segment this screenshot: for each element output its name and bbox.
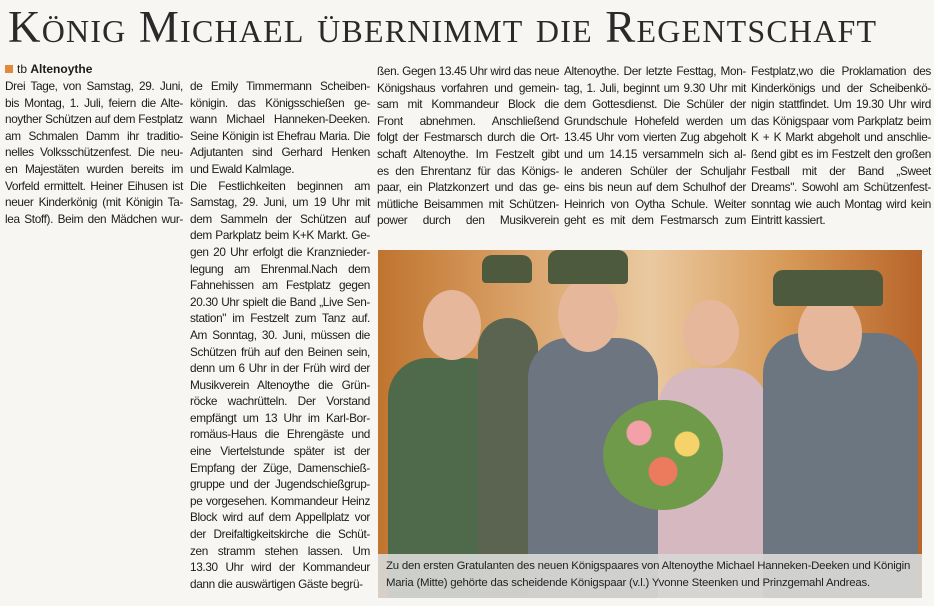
text-line: ßen. Gegen 13.45 Uhr wird das neue (377, 64, 560, 78)
text-line: Festplatz,wo die Proklamation des (751, 64, 931, 78)
person-head (423, 290, 481, 360)
hat (773, 270, 883, 306)
text-line: röcke wachrütteln. Der Vorstand (190, 394, 370, 409)
text-line: Altenoythe. Der letzte Festtag, Mon- (564, 64, 746, 78)
text-line: gruppe und der Jugendschießgrup- (190, 477, 370, 492)
article-column-2 (190, 78, 370, 592)
text-line: königin. das Königsschießen ge- (190, 95, 370, 110)
text-line: en Majestäten wurden bereits im (5, 161, 183, 176)
text-line: gen 20 Uhr erfolgt die Kranznieder- (190, 244, 370, 259)
text-line: K + K Markt abgeholt und anschlie- (751, 130, 931, 145)
text-line: bis Montag, 1. Juli, feiern die Alte- (5, 95, 183, 110)
kicker-author: tb (17, 62, 28, 76)
text-line: eins bis neun auf dem Schulhof der (564, 180, 746, 195)
text-line: lea Stoff). Beim den Mädchen wur- (5, 211, 183, 226)
person-head (558, 278, 618, 352)
text-line: paar, ein Platzkonzert und das ge- (377, 180, 559, 195)
text-line: nelles Volksschützenfest. Die neu- (5, 145, 183, 160)
text-line: sonntag wie auch Montag wird kein (751, 196, 931, 211)
text-line: Eintritt kassiert. (751, 213, 826, 228)
text-line: station" im Festzelt zum Tanz auf. (190, 311, 370, 326)
text-line: Vorfeld ermittelt. Heiner Eihusen ist (5, 178, 183, 193)
text-line: 13.45 Uhr vom vierten Zug abgeholt (564, 130, 746, 145)
text-line: Am Sonntag, 30. Juni, müssen die (190, 327, 370, 342)
text-line: schaft Altenoythe. Im Festzelt gibt (377, 146, 559, 161)
article-column-5 (751, 63, 931, 229)
text-line: pe vorgesehen. Kommandeur Heinz (190, 493, 370, 508)
text-line: Block wird auf dem Appellplatz vor (190, 510, 370, 525)
text-line: empfängt um 13 Uhr im Karl-Bor- (190, 410, 370, 425)
text-line: Schützen früh auf den Beinen sein, (190, 344, 370, 359)
person-head (683, 300, 739, 366)
headline: König Michael übernimmt die Regentschaft (8, 2, 878, 52)
person-head (798, 295, 862, 371)
text-line: Festball mit der Band „Sweet (751, 163, 931, 178)
text-line: noyther Schützen auf dem Festplatz (5, 112, 183, 127)
text-line: power durch den Musikverein (377, 213, 559, 228)
kicker-location: Altenoythe (30, 62, 93, 76)
text-line: Drei Tage, von Samstag, 29. Juni, (5, 79, 183, 93)
text-line: mütliche Beisammen mit Schützen- (377, 196, 559, 211)
text-line: Die Festlichkeiten beginnen am (190, 178, 370, 193)
text-line: geht es mit dem Festmarsch zum (564, 213, 746, 228)
text-line: neuer Kinderkönig (mit Königin Ta- (5, 195, 183, 210)
article-column-4 (564, 63, 746, 229)
text-line: und um 14.15 versammeln sich al- (564, 146, 746, 161)
text-line: wann Michael Hanneken-Deeken. (190, 112, 370, 127)
flower-bouquet (603, 400, 723, 510)
text-line: sam mit Kommandeur Block die (377, 97, 559, 112)
text-line: dem Sammeln der Schützen auf (190, 211, 370, 226)
text-line: Grundschule Hohefeld werden um (564, 113, 746, 128)
article-column-3 (377, 63, 559, 229)
text-line: denn um 6 Uhr in der Früh wird der (190, 361, 370, 376)
article-column-1 (5, 78, 183, 227)
text-line: und Ewald Kalmlage. (190, 161, 295, 176)
text-line: legung am Ehrenmal.Nach dem (190, 261, 370, 276)
text-line: nigin stattfindet. Um 19.30 Uhr wird (751, 97, 931, 112)
kicker (5, 62, 92, 76)
text-line: der Dreifaltigkeitskirche die Schüt- (190, 527, 370, 542)
text-line: Heinrich von Oytha Schule. Weiter (564, 196, 746, 211)
text-line: dem Parkplatz beim K+K Markt. Ge- (190, 228, 370, 243)
text-line: Fahnehissen am Festplatz gegen (190, 278, 370, 293)
text-line: Adjutanten sind Gerhard Henken (190, 145, 370, 160)
text-line: Front abnehmen. Anschließend (377, 113, 559, 128)
text-line: 20.30 Uhr spielt die Band „Live Sen- (190, 294, 370, 309)
text-line: de Emily Timmermann Scheiben- (190, 79, 370, 93)
text-line: Samstag, 29. Juni, um 19 Uhr mit (190, 195, 370, 210)
text-line: Dreams". Sowohl am Schützenfest- (751, 180, 931, 195)
text-line: Kinderkönigs und der Scheibenkö- (751, 80, 931, 95)
text-line: Königshaus vorfahren und gemein- (377, 80, 559, 95)
text-line: folgt der Festmarsch durch die Ort- (377, 130, 559, 145)
text-line: 13.30 Uhr wird der Kommandeur (190, 560, 370, 575)
text-line: dann die auswärtigen Gäste begrü- (190, 576, 363, 591)
text-line: dem Gottesdienst. Die Schüler der (564, 97, 746, 112)
text-line: ßend gibt es im Festzelt den großen (751, 146, 931, 161)
text-line: Seine Königin ist Ehefrau Maria. Die (190, 128, 370, 143)
hat (548, 250, 628, 284)
text-line: am Schmalen Damm ihr traditio- (5, 128, 183, 143)
text-line: zen stramm stehen lassen. Um (190, 543, 370, 558)
text-line: romäus-Haus die Ehrengäste und (190, 427, 370, 442)
text-line: le anderen Schüler der Schuljahr (564, 163, 746, 178)
photo-caption: Zu den ersten Gratulanten des neuen Königspaares von Altenoythe Michael Hanneken-Deeken und Königin Maria (Mitte) gehörte das scheidende Königspaar (v.l.) Yvonne Steenken und Prinzgemahl Andreas. (378, 554, 922, 598)
hat (482, 255, 532, 283)
text-line: Empfang der Züge, Damenschieß- (190, 460, 370, 475)
text-line: das Königspaar vom Parkplatz beim (751, 113, 931, 128)
kicker-square-icon (5, 65, 13, 73)
article-photo (378, 250, 922, 598)
text-line: Musikverein Altenoythe die Grün- (190, 377, 370, 392)
text-line: tag, 1. Juli, beginnt um 9.30 Uhr mit (564, 80, 746, 95)
text-line: eine Viertelstunde später ist der (190, 444, 370, 459)
text-line: es den Ehrentanz für das Königs- (377, 163, 559, 178)
